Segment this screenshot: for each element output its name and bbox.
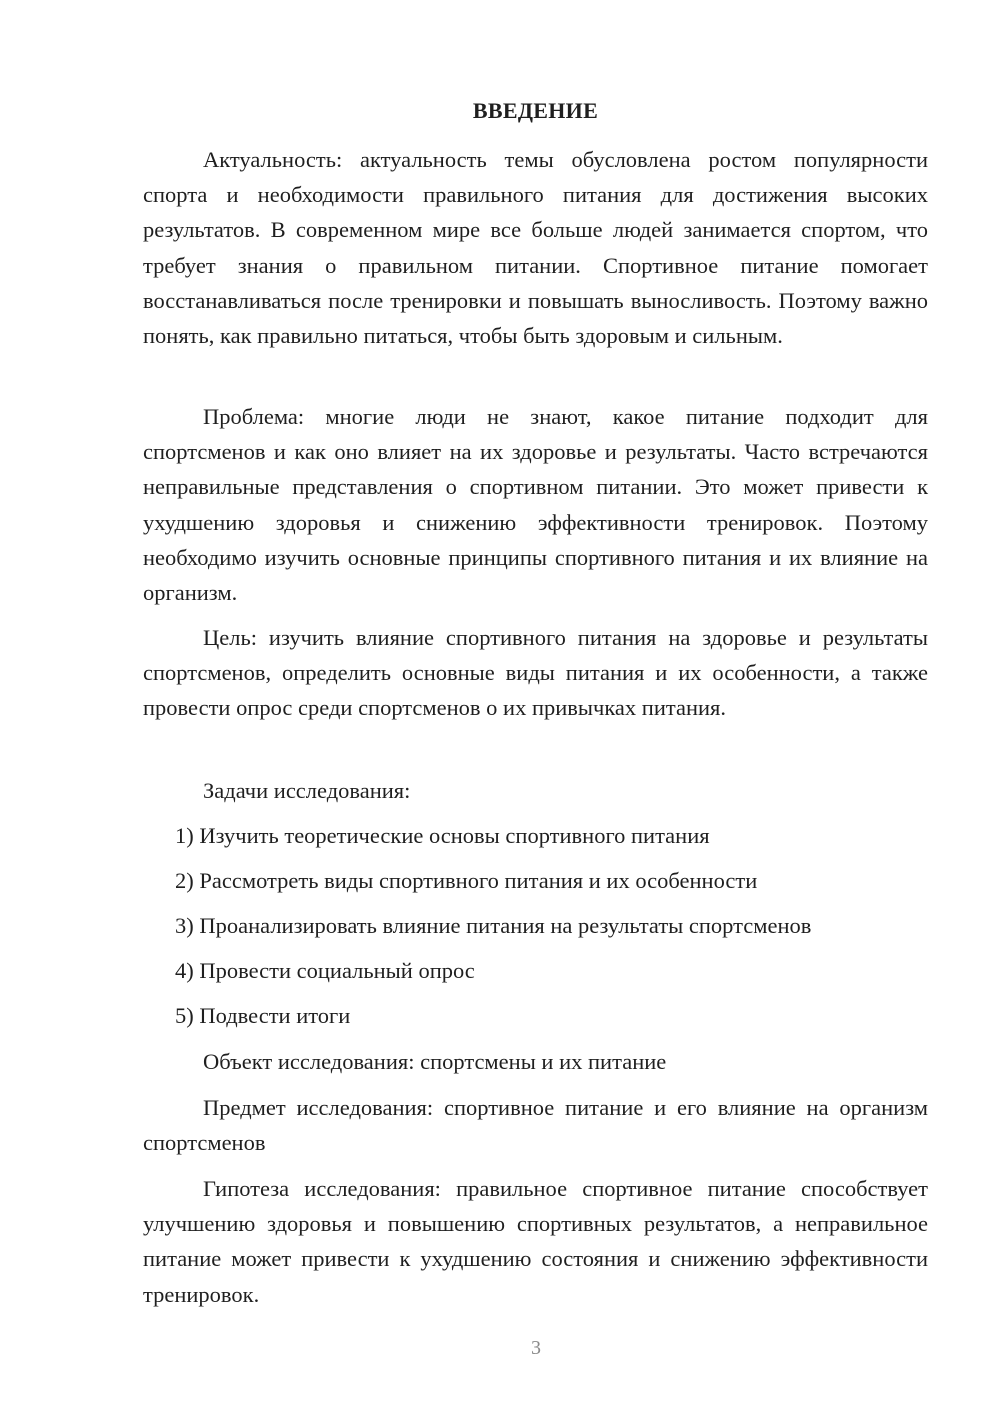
goal-paragraph: Цель: изучить влияние спортивного питания на здоровье и результаты спортсменов, определить основные виды питания и их особенности, а также провести опрос среди спортсменов о их привычках питания. xyxy=(143,625,928,721)
hypothesis-paragraph: Гипотеза исследования: правильное спортивное питание способствует улучшению здоровья и повышению спортивных результатов, а неправильное питание может привести к ухудшению состояния и снижению эффективности тренировок. xyxy=(143,1176,928,1307)
task-item: 2) Рассмотреть виды спортивного питания и их особенности xyxy=(175,868,758,893)
subject-paragraph: Предмет исследования: спортивное питание и его влияние на организм спортсменов xyxy=(143,1095,928,1156)
object-line: Объект исследования: спортсмены и их питание xyxy=(203,1049,667,1074)
task-item: 4) Провести социальный опрос xyxy=(175,958,475,983)
task-item: 5) Подвести итоги xyxy=(175,1003,351,1028)
relevance-paragraph: Актуальность: актуальность темы обусловлена ростом популярности спорта и необходимости правильного питания для достижения высоких результатов. В современном мире все больше людей занимается спортом, что требует знания о правильном питании. Спортивное питание помогает восстанавливаться после тренировки и повышать выносливость. Поэтому важно понять, как правильно питаться, чтобы быть здоровым и сильным. xyxy=(143,147,928,349)
problem-paragraph: Проблема: многие люди не знают, какое питание подходит для спортсменов и как оно влияет на их здоровье и результаты. Часто встречаются неправильные представления о спортивном питании. Это может привести к ухудшению здоровья и снижению эффективности тренировок. Поэтому необходимо изучить основные принципы спортивного питания и их влияние на организм. xyxy=(143,404,928,606)
task-item: 1) Изучить теоретические основы спортивного питания xyxy=(175,823,710,848)
task-item: 3) Проанализировать влияние питания на результаты спортсменов xyxy=(175,913,812,938)
document-title: ВВЕДЕНИЕ xyxy=(472,98,599,123)
tasks-heading: Задачи исследования: xyxy=(203,778,411,803)
page-number: 3 xyxy=(531,1337,541,1359)
